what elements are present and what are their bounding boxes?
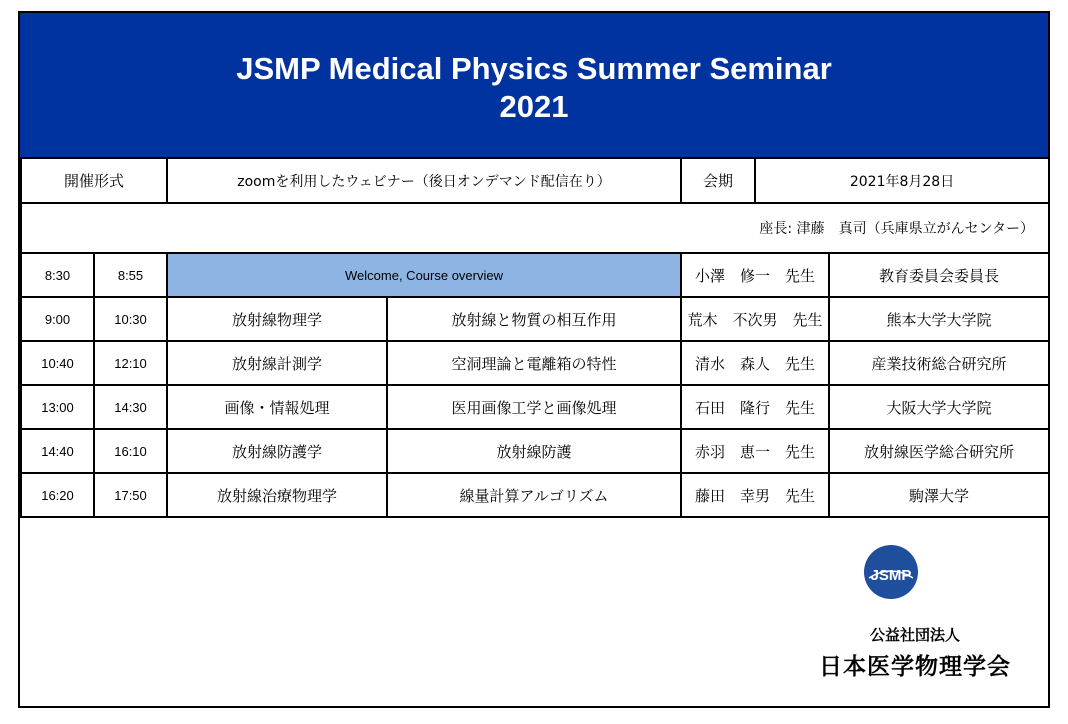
subject: 画像・情報処理 xyxy=(167,385,387,429)
speaker: 清水 森人 先生 xyxy=(681,341,829,385)
start-time: 14:40 xyxy=(21,429,94,473)
topic: 医用画像工学と画像処理 xyxy=(387,385,681,429)
end-time: 17:50 xyxy=(94,473,167,517)
schedule-table xyxy=(20,157,1050,518)
affiliation: 教育委員会委員長 xyxy=(829,253,1049,297)
start-time: 10:40 xyxy=(21,341,94,385)
format-value: zoomを利用したウェビナー（後日オンデマンド配信在り） xyxy=(167,158,681,203)
topic: 線量計算アルゴリズム xyxy=(387,473,681,517)
table-row xyxy=(21,297,1049,341)
affiliation: 放射線医学総合研究所 xyxy=(829,429,1049,473)
table-row xyxy=(21,385,1049,429)
seminar-year: 2021 xyxy=(499,89,569,124)
topic: 放射線と物質の相互作用 xyxy=(387,297,681,341)
end-time: 16:10 xyxy=(94,429,167,473)
footer xyxy=(20,524,1048,706)
subject: 放射線計測学 xyxy=(167,341,387,385)
table-row xyxy=(21,341,1049,385)
table-row xyxy=(21,253,1049,297)
subject: 放射線物理学 xyxy=(167,297,387,341)
topic: 放射線防護 xyxy=(387,429,681,473)
end-time: 10:30 xyxy=(94,297,167,341)
date-label: 会期 xyxy=(681,158,755,203)
affiliation: 大阪大学大学院 xyxy=(829,385,1049,429)
speaker: 荒木 不次男 先生 xyxy=(681,297,829,341)
org-name: 日本医学物理学会 xyxy=(819,654,1011,680)
end-time: 12:10 xyxy=(94,341,167,385)
table-row xyxy=(21,429,1049,473)
seminar-flyer xyxy=(18,11,1050,708)
subject: 放射線防護学 xyxy=(167,429,387,473)
speaker: 石田 隆行 先生 xyxy=(681,385,829,429)
start-time: 9:00 xyxy=(21,297,94,341)
start-time: 13:00 xyxy=(21,385,94,429)
affiliation: 熊本大学大学院 xyxy=(829,297,1049,341)
topic: 空洞理論と電離箱の特性 xyxy=(387,341,681,385)
end-time: 8:55 xyxy=(94,253,167,297)
start-time: 8:30 xyxy=(21,253,94,297)
format-label: 開催形式 xyxy=(21,158,167,203)
speaker: 藤田 幸男 先生 xyxy=(681,473,829,517)
start-time: 16:20 xyxy=(21,473,94,517)
logo-text: JSMP xyxy=(870,567,912,584)
title-banner xyxy=(20,13,1048,157)
chair-row xyxy=(21,203,1049,253)
subject: 放射線治療物理学 xyxy=(167,473,387,517)
info-row xyxy=(21,158,1049,203)
table-row xyxy=(21,473,1049,517)
seminar-title: JSMP Medical Physics Summer Seminar xyxy=(236,51,832,86)
jsmp-logo-icon xyxy=(863,544,919,600)
end-time: 14:30 xyxy=(94,385,167,429)
affiliation: 駒澤大学 xyxy=(829,473,1049,517)
speaker: 赤羽 恵一 先生 xyxy=(681,429,829,473)
chair-text: 座長: 津藤 真司（兵庫県立がんセンター） xyxy=(21,203,1049,253)
session-title: Welcome, Course overview xyxy=(167,253,681,297)
speaker: 小澤 修一 先生 xyxy=(681,253,829,297)
affiliation: 産業技術総合研究所 xyxy=(829,341,1049,385)
date-value: 2021年8月28日 xyxy=(755,158,1049,203)
org-type: 公益社団法人 xyxy=(869,626,960,644)
